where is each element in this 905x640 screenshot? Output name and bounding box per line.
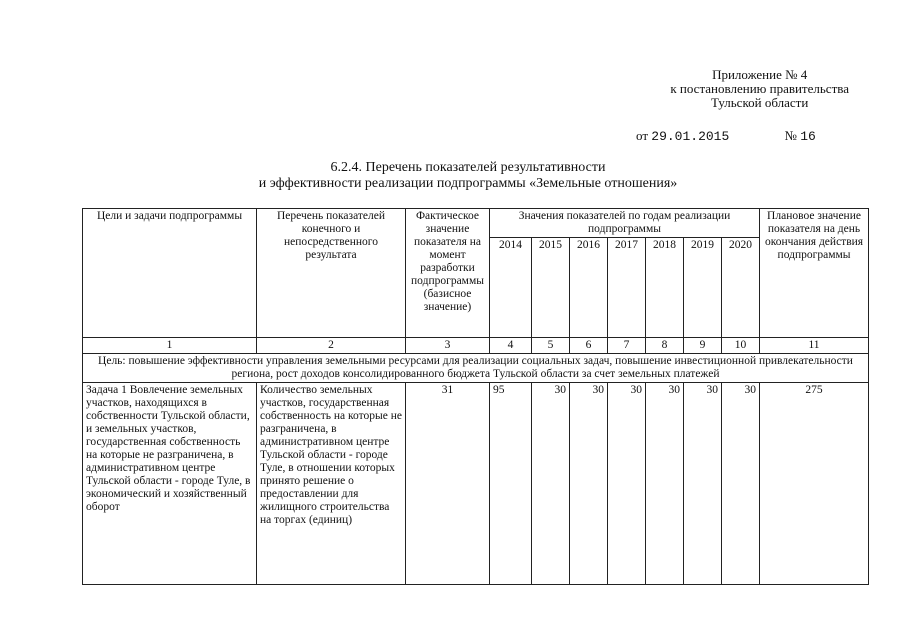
year-value-cell: 30 (722, 383, 760, 585)
header-year: 2018 (646, 238, 684, 338)
header-row-1 (83, 209, 869, 238)
task-cell: Задача 1 Вовлечение земельных участков, находящихся в собственности Тульской области, и земельных участков, государственная собственность на которые не разграничена, в административном центре Тульской области - городе Туле, в экономический и хозяйственный оборот (83, 383, 257, 585)
column-number: 2 (257, 338, 406, 354)
title-line-1: 6.2.4. Перечень показателей результативности (330, 160, 606, 175)
document-title (200, 160, 736, 192)
goal-text: Цель: повышение эффективности управления земельными ресурсами для реализации социальных задач, повышение инвестиционной привлекательности региона, рост доходов консолидированного бюджета Тульской области за счет земельных платежей (83, 354, 869, 383)
title-line-2: и эффективности реализации подпрограммы «Земельные отношения» (258, 176, 678, 191)
year-value-cell: 30 (608, 383, 646, 585)
header-year: 2016 (570, 238, 608, 338)
column-number: 10 (722, 338, 760, 354)
planned-value-cell: 275 (760, 383, 869, 585)
year-value-cell: 30 (570, 383, 608, 585)
column-number: 1 (83, 338, 257, 354)
table-row (83, 383, 869, 585)
column-number: 9 (684, 338, 722, 354)
date-number-line (636, 128, 816, 144)
column-number: 3 (406, 338, 490, 354)
header-planned-value: Плановое значение показателя на день окончания действия подпрограммы (760, 209, 869, 338)
header-year: 2019 (684, 238, 722, 338)
column-number: 6 (570, 338, 608, 354)
header-base-value: Фактическое значение показателя на момент разработки подпрограммы (базисное значение) (406, 209, 490, 338)
header-year: 2014 (490, 238, 532, 338)
document-date: 29.01.2015 (651, 129, 730, 144)
header-years-group: Значения показателей по годам реализации подпрограммы (490, 209, 760, 238)
column-numbers-row (83, 338, 869, 354)
header-year: 2020 (722, 238, 760, 338)
goal-row (83, 354, 869, 383)
base-value-cell: 31 (406, 383, 490, 585)
date-prefix: от (636, 128, 649, 143)
column-number: 7 (608, 338, 646, 354)
year-value-cell: 30 (684, 383, 722, 585)
appendix-label: Приложение № 4 (712, 67, 808, 82)
header-year: 2017 (608, 238, 646, 338)
indicator-cell: Количество земельных участков, государственная собственность на которые не разграничена, в административном центре Тульской области - городе Туле, в отношении которых принято решение о предоставлении для жилищного строительства на торгах (единиц) (257, 383, 406, 585)
resolution-label: к постановлению правительства (670, 81, 849, 96)
number-sign: № (784, 128, 797, 143)
column-number: 8 (646, 338, 684, 354)
header-year: 2015 (532, 238, 570, 338)
document-header (670, 68, 849, 110)
indicators-table (82, 208, 869, 585)
column-number: 5 (532, 338, 570, 354)
document-number: 16 (800, 129, 816, 144)
year-value-cell: 30 (532, 383, 570, 585)
year-value-cell: 30 (646, 383, 684, 585)
header-goals-tasks: Цели и задачи подпрограммы (83, 209, 257, 338)
column-number: 11 (760, 338, 869, 354)
column-number: 4 (490, 338, 532, 354)
year-value-cell: 95 (490, 383, 532, 585)
region-label: Тульской области (711, 95, 809, 110)
header-indicators: Перечень показателей конечного и непосредственного результата (257, 209, 406, 338)
